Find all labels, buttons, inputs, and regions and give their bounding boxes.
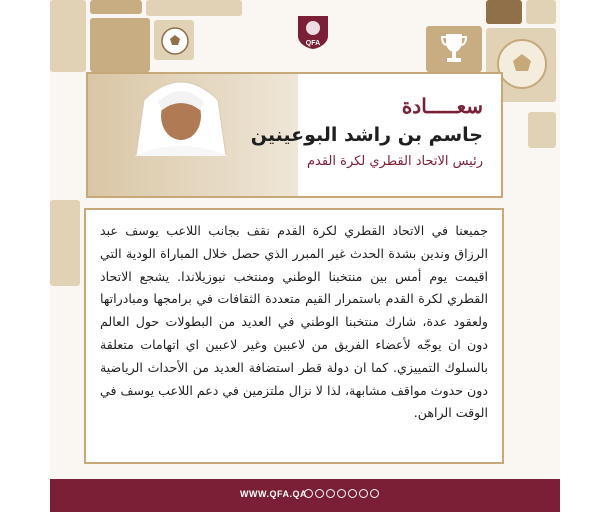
- facebook-icon[interactable]: [304, 489, 313, 498]
- decorative-tile: [50, 200, 80, 286]
- linkedin-icon[interactable]: [370, 489, 379, 498]
- snapchat-icon[interactable]: [348, 489, 357, 498]
- decorative-tile: [486, 0, 522, 24]
- football-icon: [496, 38, 548, 90]
- football-icon: [160, 26, 190, 56]
- instagram-icon[interactable]: [326, 489, 335, 498]
- qfa-logo-icon: [296, 14, 330, 50]
- decorative-tile: [528, 112, 556, 148]
- tiktok-icon[interactable]: [359, 489, 368, 498]
- decorative-tile: [90, 18, 150, 72]
- president-photo: [116, 72, 246, 156]
- twitter-icon[interactable]: [315, 489, 324, 498]
- decorative-tile: [526, 0, 556, 24]
- person-name: جاسم بن راشد البوعينين: [250, 124, 483, 146]
- title-block: [251, 94, 483, 169]
- statement-panel: [84, 208, 504, 464]
- honorific-title: سعـــــادة: [401, 94, 483, 118]
- trophy-icon: [440, 32, 468, 66]
- decorative-tile: [146, 0, 242, 16]
- footer-bar: [50, 479, 560, 512]
- header-panel: [86, 72, 503, 198]
- youtube-icon[interactable]: [337, 489, 346, 498]
- website-link[interactable]: WWW.QFA.QA: [240, 489, 307, 499]
- person-role: رئيس الاتحاد القطري لكرة القدم: [306, 154, 483, 169]
- decorative-tile: [50, 0, 86, 72]
- decorative-tile: [90, 0, 142, 14]
- svg-text:QFA: QFA: [305, 40, 321, 47]
- statement-text: جميعنا في الاتحاد القطري لكرة القدم نقف بجانب اللاعب يوسف عبد الرزاق وندين بشدة الحدث غير المبرر الذي حصل خلال المباراة الودية التي اقيمت يوم أمس بين منتخبنا الوطني ومنتخب نيوزيلاندا. يشجع الاتحاد القطري لكرة القدم باستمرار القيم متعددة الثقافات في برامجها ومبادراتها ولعقود عدة، شارك منتخبنا الوطني في العديد من البطولات حول العالم دون ان يوجّه لأعضاء الفريق من لاعبين وغير لاعبين اي اتهامات متعلقة بالسلوك التمييزي. كما ان دولة قطر استضافة العديد من الأحداث الرياضية دون حدوث مواقف مشابهة، لذا لا نزال ملتزمين في دعم اللاعب يوسف في الوقت الراهن.: [100, 223, 488, 421]
